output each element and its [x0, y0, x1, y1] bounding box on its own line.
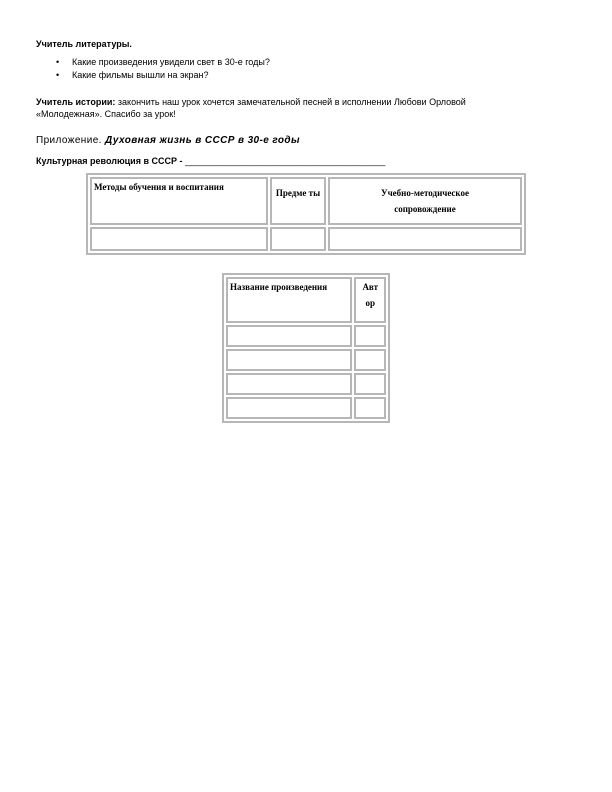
- fill-in-blank: ________________________________________: [185, 156, 386, 166]
- history-teacher-text-line2: «Молодежная». Спасибо за урок!: [36, 109, 176, 119]
- history-teacher-paragraph: [36, 96, 466, 120]
- subjects-header: Предме ты: [270, 177, 326, 225]
- table-cell: [354, 373, 386, 395]
- question-list: [52, 56, 270, 82]
- support-header: Учебно-методическое сопровождение: [328, 177, 522, 225]
- work-title-header: Название произведения: [226, 277, 352, 323]
- table-cell: [226, 349, 352, 371]
- history-teacher-text-line1: закончить наш урок хочется замечательной песней в исполнении Любови Орловой: [115, 97, 466, 107]
- appendix-label: Приложение.: [36, 135, 102, 146]
- cultural-revolution-label: Культурная революция в СССР -: [36, 156, 185, 166]
- author-header: Авт ор: [354, 277, 386, 323]
- list-item: • Какие фильмы вышли на экран?: [52, 69, 270, 82]
- methods-header: Методы обучения и воспитания: [90, 177, 268, 225]
- table-cell: [226, 397, 352, 419]
- history-teacher-label: Учитель истории:: [36, 97, 116, 107]
- appendix-title: Духовная жизнь в СССР в 30-е годы: [105, 135, 300, 146]
- table-cell: [226, 325, 352, 347]
- appendix-heading: [36, 135, 300, 146]
- list-item: • Какие произведения увидели свет в 30-е годы?: [52, 56, 270, 69]
- table-cell: [270, 227, 326, 251]
- table-cell: [90, 227, 268, 251]
- methods-table: [86, 173, 526, 255]
- cultural-revolution-line: [36, 156, 385, 166]
- table-cell: [354, 349, 386, 371]
- table-cell: [354, 397, 386, 419]
- literature-teacher-label: Учитель литературы.: [36, 39, 132, 49]
- works-table: [222, 273, 390, 423]
- table-cell: [354, 325, 386, 347]
- table-cell: [226, 373, 352, 395]
- table-cell: [328, 227, 522, 251]
